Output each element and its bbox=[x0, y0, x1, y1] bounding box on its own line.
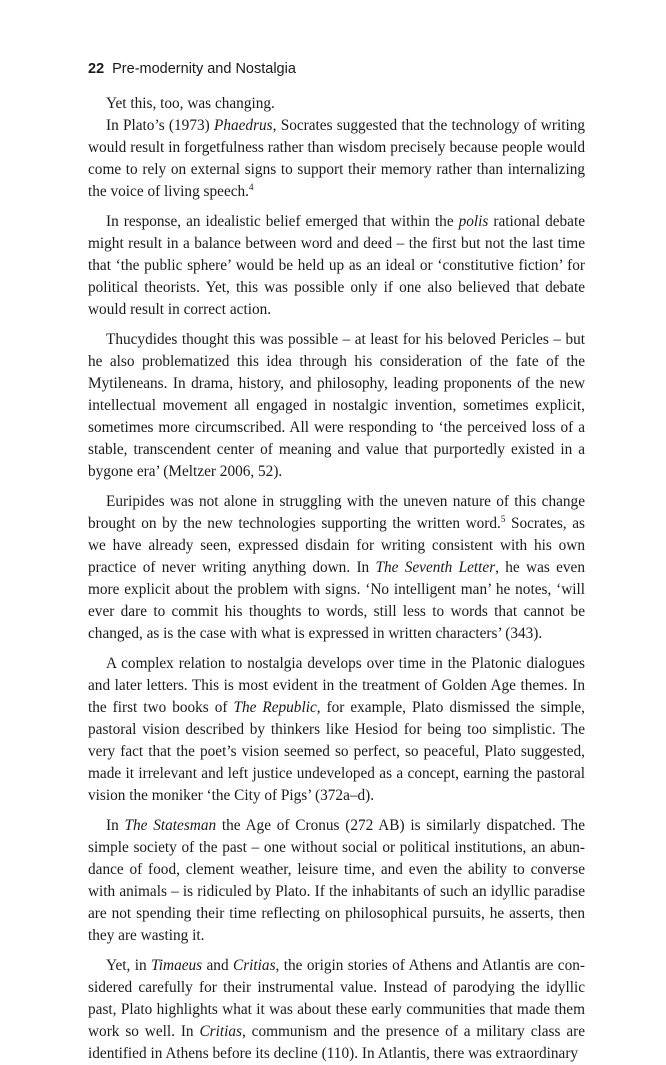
text-run: In bbox=[106, 817, 125, 834]
running-title: Pre-modernity and Nostalgia bbox=[112, 61, 296, 77]
paragraph bbox=[88, 329, 585, 483]
page-number: 22 bbox=[88, 61, 105, 77]
italic-title: The Statesman bbox=[124, 817, 217, 834]
paragraph bbox=[88, 93, 585, 115]
italic-title: Timaeus bbox=[151, 957, 203, 974]
italic-title: Critias bbox=[199, 1023, 242, 1040]
text-run: the Age of Cronus (272 AB) is similarly dispatched. The simple society of the past – one without social or political institutions, an abundance of food, clement weather, leisure time, and even the ability to converse with animals – is ridiculed by Plato. If the inhabitants of such an idyllic paradise are not spending their time reflecting on philosophical pursuits, he asserts, then they are wasting it. bbox=[88, 817, 585, 944]
paragraph bbox=[88, 491, 585, 645]
text-run: Euripides was not alone in struggling with the uneven nature of this change brought on by the new technologies supporting the written word. bbox=[88, 493, 585, 532]
italic-title: Critias bbox=[233, 957, 276, 974]
italic-title: Phaedrus bbox=[213, 117, 273, 134]
text-run: Yet this, too, was changing. bbox=[106, 95, 275, 112]
text-run: , the origin stories of Athens and Atlantis are considered carefully for their instrumental value. Instead of parodying the idyllic past, Plato highlights what it was about these early communities that made them work so well. In bbox=[88, 957, 585, 1040]
paragraph bbox=[88, 115, 585, 203]
text-run: A complex relation to nostalgia develops over time in the Platonic dialogues and later letters. This is most evident in the treatment of Golden Age themes. In the first two books of bbox=[88, 655, 585, 716]
text-run: rational debate might result in a balance between word and deed – the first but not the last time that ‘the public sphere’ would be held up as an ideal or ‘constitutive fiction’ for political theorists. Yet, this was possible only if one also believed that debate would result in correct action. bbox=[88, 213, 585, 318]
running-header bbox=[88, 61, 296, 77]
paragraph bbox=[88, 955, 585, 1065]
text-run: Yet, in bbox=[106, 957, 152, 974]
text-run: , communism and the presence of a military class are identified in Athens before its decline (110). In Atlantis, there was extraordinary bbox=[88, 1023, 585, 1062]
paragraph bbox=[88, 653, 585, 807]
italic-title: The Seventh Letter bbox=[375, 559, 496, 576]
text-run: Thucydides thought this was possible – at least for his beloved Pericles – but he also problematized this idea through his consideration of the fate of the Mytileneans. In drama, history, and philosophy, leading proponents of the new intellectual movement all engaged in nostalgic invention, sometimes explicit, sometimes more circumscribed. All were responding to ‘the perceived loss of a stable, transcendent center of meaning and value that purportedly existed in a bygone era’ (Meltzer 2006, 52). bbox=[88, 331, 585, 480]
text-run: In Plato’s (1973) bbox=[106, 117, 214, 134]
text-run: Socrates, as we have already seen, expressed disdain for writing consistent with his own practice of never writing anything down. In bbox=[88, 515, 585, 576]
text-run: and bbox=[202, 957, 234, 974]
italic-title: The Republic bbox=[233, 699, 317, 716]
text-run: , Socrates suggested that the technology of writing would result in forgetfulness rather than wisdom precisely because people would come to rely on external signs to support their memory rather than internalizing the voice of living speech. bbox=[88, 117, 585, 200]
footnote-ref: 4 bbox=[249, 181, 254, 192]
paragraph bbox=[88, 211, 585, 321]
paragraph bbox=[88, 815, 585, 947]
body-text bbox=[88, 93, 585, 1065]
text-run: , he was even more explicit about the problem with signs. ‘No intelligent man’ he notes, ‘will ever dare to commit his thoughts to words, still less to words that cannot be changed, as is the case with what is expressed in written characters’ (343). bbox=[88, 559, 585, 642]
footnote-ref: 5 bbox=[500, 513, 506, 524]
text-run: In response, an idealistic belief emerged that within the bbox=[106, 213, 459, 230]
italic-title: polis bbox=[458, 213, 489, 230]
text-run: , for example, Plato dismissed the simple, pastoral vision described by thinkers like Hesiod for being too simplistic. The very fact that the poet’s vision seemed so perfect, so peaceful, Plato suggested, made it irrelevant and left justice undeveloped as a concept, earning the pastoral vision the moniker ‘the City of Pigs’ (372a–d). bbox=[88, 699, 585, 804]
